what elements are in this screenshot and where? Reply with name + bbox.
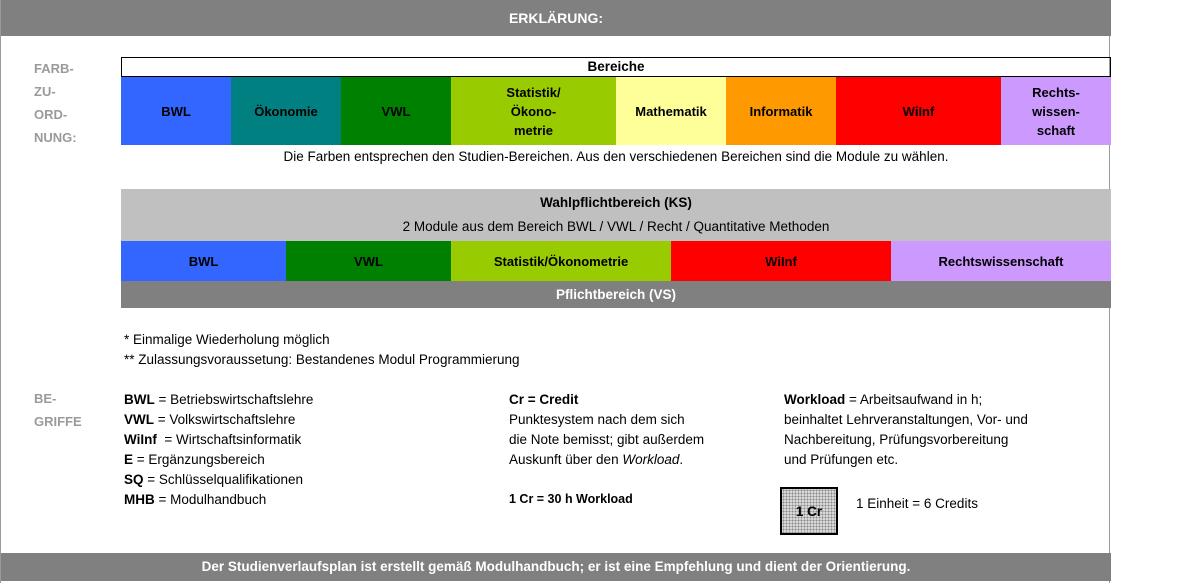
credit-conversion: 1 Cr = 30 h Workload — [509, 492, 633, 506]
bereich-bwl: BWL — [121, 77, 231, 145]
list-item: E = Ergänzungsbereich — [124, 452, 265, 467]
wahlpflicht-statistik: Statistik/Ökonometrie — [451, 241, 671, 281]
bereich-mathematik: Mathematik — [616, 77, 726, 145]
bereich-informatik: Informatik — [726, 77, 836, 145]
bereich-statistik: Statistik/ Ökono- metrie — [451, 77, 616, 145]
bereiche-note: Die Farben entsprechen den Studien-Bereichen. Aus den verschiedenen Bereichen sind die Module zu wählen. — [283, 149, 949, 164]
legend-footer: Der Studienverlaufsplan ist erstellt gemäß Modulhandbuch; er ist eine Empfehlung und dient der Orientierung. — [1, 553, 1111, 581]
wahlpflicht-vwl: VWL — [286, 241, 451, 281]
list-item: WiInf = Wirtschaftsinformatik — [124, 432, 302, 447]
credit-unit-box: 1 Cr — [780, 487, 838, 535]
note-wiederholung: * Einmalige Wiederholung möglich — [124, 332, 330, 347]
bereiche-header: Bereiche — [121, 57, 1111, 77]
wahlpflicht-block — [121, 189, 1111, 241]
begriffe-label: BE- GRIFFE — [34, 391, 82, 429]
wahlpflicht-title: Wahlpflichtbereich (KS) — [540, 195, 692, 210]
pflichtbereich-bar: Pflichtbereich (VS) — [121, 281, 1111, 308]
bereich-vwl: VWL — [341, 77, 451, 145]
list-item: MHB = Modulhandbuch — [124, 492, 267, 507]
wahlpflicht-subtitle: 2 Module aus dem Bereich BWL / VWL / Recht / Quantitative Methoden — [402, 219, 830, 234]
list-item: BWL = Betriebswirtschaftslehre — [124, 392, 314, 407]
legend-header — [1, 0, 1111, 36]
wahlpflicht-wiinf: WiInf — [671, 241, 891, 281]
workload-definition: Workload = Arbeitsaufwand in h; beinhaltet Lehrveranstaltungen, Vor- und Nachbereitung, Prüfungsvorbereitung und Prüfungen etc. — [784, 392, 1028, 467]
credit-unit-text: 1 Einheit = 6 Credits — [856, 496, 978, 511]
credit-title: Cr = Credit — [509, 392, 579, 407]
bereich-wiinf: WiInf — [836, 77, 1001, 145]
list-item: SQ = Schlüsselqualifikationen — [124, 472, 303, 487]
farb-zuordnung-label: FARB- ZU- ORD- NUNG: — [34, 61, 77, 145]
wahlpflicht-rechtswissenschaft: Rechtswissenschaft — [891, 241, 1111, 281]
list-item: VWL = Volkswirtschaftslehre — [124, 412, 296, 427]
workload-title: Workload — [784, 392, 846, 407]
abbreviation-list — [124, 390, 313, 510]
wahlpflicht-bwl: BWL — [121, 241, 286, 281]
legend-title: ERKLÄRUNG: — [508, 10, 604, 26]
bereich-rechtswissenschaft: Rechts- wissen- schaft — [1001, 77, 1111, 145]
note-zulassung: ** Zulassungsvoraussetung: Bestandenes Modul Programmierung — [124, 352, 520, 367]
credit-definition: Cr = Credit Punktesystem nach dem sich die Note bemisst; gibt außerdem Auskunft über den Workload. — [509, 392, 705, 467]
bereich-oekonomie: Ökonomie — [231, 77, 341, 145]
